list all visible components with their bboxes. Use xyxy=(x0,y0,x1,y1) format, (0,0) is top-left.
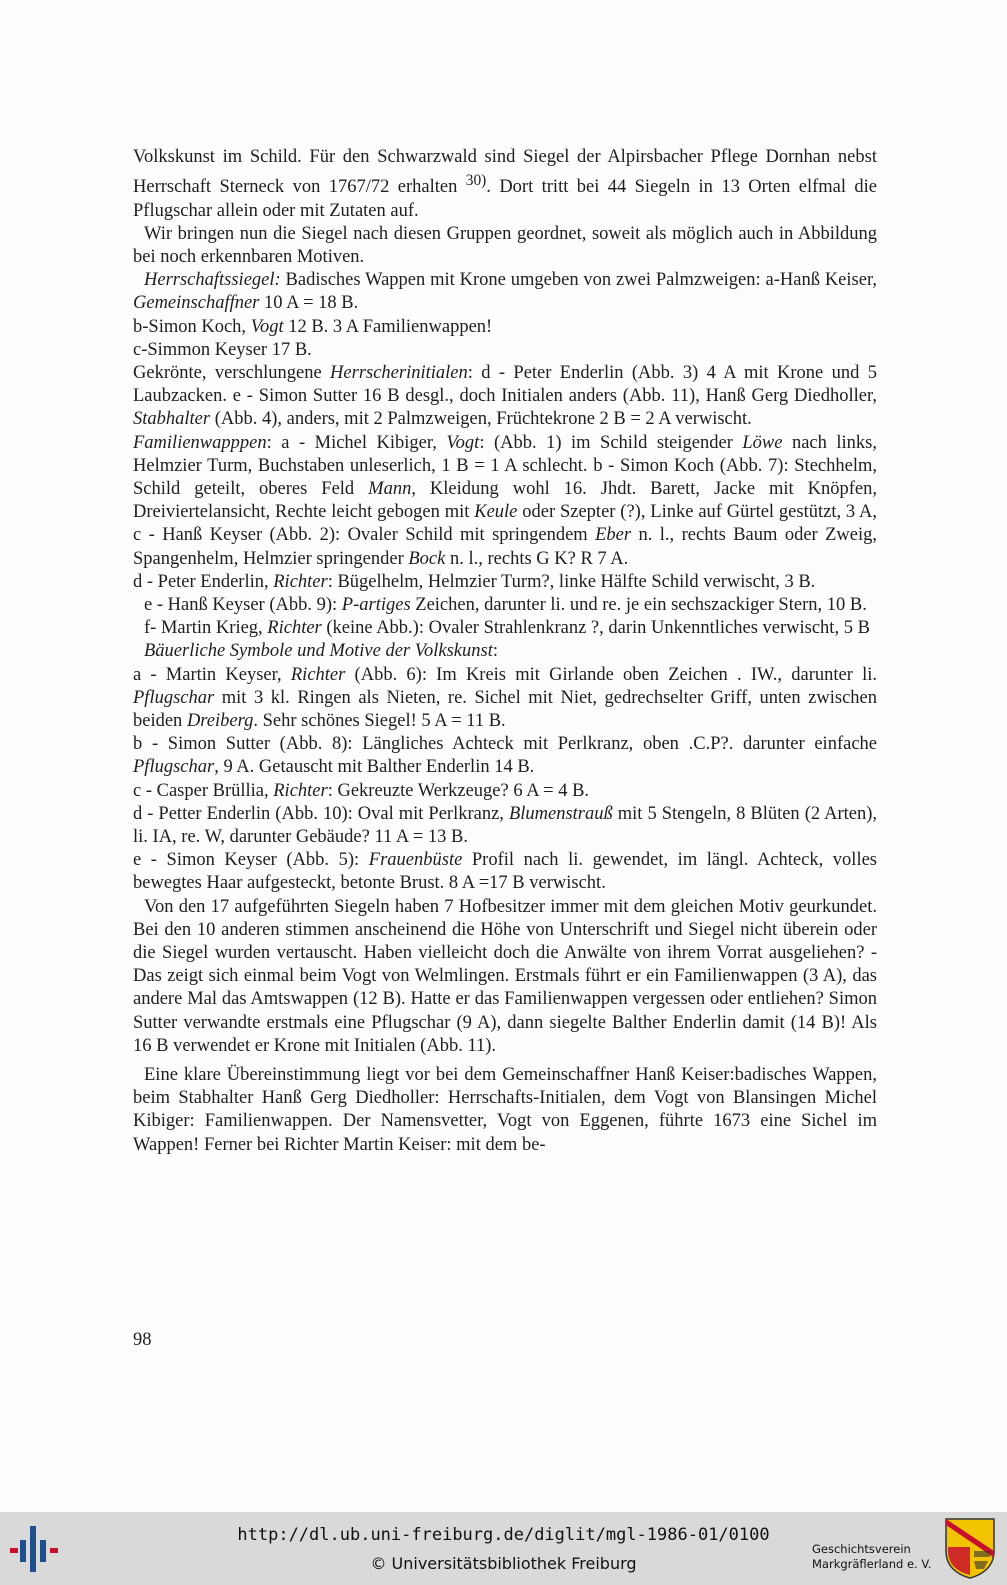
paragraph: Eine klare Übereinstimmung liegt vor bei dem Gemeinschaffner Hanß Keiser:badisches Wappen, beim Stabhalter Hanß Gerg Diedholler: Herrschafts-Initialen, dem Vogt von Blansingen Michel Kibiger: Familienwappen. Der Namensvetter, Vogt von Eggenen, führte 1673 eine Sichel im Wappen! Ferner bei Richter Martin Keiser: mit dem be- xyxy=(133,1065,877,1155)
paragraph: Familienwapppen: a - Michel Kibiger, Vogt: (Abb. 1) im Schild steigender Löwe nach links, Helmzier Turm, Buchstaben unleserlich, 1 B = 1 A schlecht. b - Simon Koch (Abb. 7): Stechhelm, Schild geteilt, oberes Feld Mann, Kleidung wohl 16. Jhdt. Barett, Jacke mit Knöpfen, Dreiviertelansicht, Rechte leicht gebogen mit Keule oder Szepter (?), Linke auf Gürtel gestützt, 3 A, c - Hanß Keyser (Abb. 2): Ovaler Schild mit springendem Eber n. l., rechts Baum oder Zweig, Spangenhelm, Helmzier springender Bock n. l., rechts G K? R 7 A. xyxy=(133,432,878,569)
paragraph: e - Hanß Keyser (Abb. 9): P-artiges Zeichen, darunter li. und re. je ein sechszackiger Stern, 10 B. xyxy=(144,595,867,616)
paragraph: b-Simon Koch, Vogt 12 B. 3 A Familienwappen! xyxy=(133,316,493,337)
paragraph: Von den 17 aufgeführten Siegeln haben 7 Hofbesitzer immer mit dem gleichen Motiv geurkundet. Bei den 10 anderen stimmen anscheinend die Höhe von Unterschrift und Siegel nicht überein oder die Siegel wurden vertauscht. Haben vielleicht doch die Anwälte von ihrem Vorrat ausgeliehen? - Das zeigt sich einmal beim Vogt von Welmlingen. Erstmals führt er ein Familienwappen (3 A), das andere Mal das Amtswappen (12 B). Hatte er das Familienwappen vergessen oder entliehen? Simon Sutter verwandte erstmals eine Pflugschar (9 A), dann siegelte Balther Enderlin damit (14 B)! Als 16 B verwendet er Krone mit Initialen (Abb. 11). xyxy=(133,896,877,1056)
paragraph: f- Martin Krieg, Richter (keine Abb.): Ovaler Strahlenkranz ?, darin Unkenntliches verwischt, 5 B xyxy=(144,618,870,639)
paragraph: Volkskunst im Schild. Für den Schwarzwald sind Siegel der Alpirsbacher Pflege Dornhan nebst Herrschaft Sterneck von 1767/72 erhalten $^{30)}$. Dort tritt bei 44 Siegeln in 13 Orten elfmal die Pflugschar allein oder mit Zutaten auf. xyxy=(133,147,877,221)
page-number: 98 xyxy=(133,1330,152,1350)
body-text xyxy=(133,146,877,1157)
society-line-2: Markgräflerland e. V. xyxy=(812,1557,932,1571)
society-line-1: Geschichtsverein xyxy=(812,1542,911,1556)
paragraph: d - Peter Enderlin, Richter: Bügelhelm, Helmzier Turm?, linke Hälfte Schild verwischt, 3 B. xyxy=(133,571,816,592)
paragraph: Gekrönte, verschlungene Herrscherinitialen: d - Peter Enderlin (Abb. 3) 4 A mit Krone und 5 Laubzacken. e - Simon Sutter 16 B desgl., doch Initialen anders (Abb. 11), Hanß Gerg Diedholler, Stabhalter (Abb. 4), anders, mit 2 Palmzweigen, Früchtekrone 2 B = 2 A verwischt. xyxy=(133,362,877,430)
footer-bar xyxy=(0,1512,1007,1585)
paragraph: Wir bringen nun die Siegel nach diesen Gruppen geordnet, soweit als möglich auch in Abbildung bei noch erkennbaren Motiven. xyxy=(133,223,877,267)
paragraph: c-Simmon Keyser 17 B. xyxy=(133,339,312,360)
markgraeflerland-crest-icon xyxy=(944,1517,996,1579)
paragraph: c - Casper Brüllia, Richter: Gekreuzte Werkzeuge? 6 A = 4 B. xyxy=(133,780,590,801)
paragraph: b - Simon Sutter (Abb. 8): Längliches Achteck mit Perlkranz, oben .C.P?. darunter einfache Pflugschar, 9 A. Getauscht mit Balther Enderlin 14 B. xyxy=(133,734,877,778)
footer-url-link[interactable]: http://dl.ub.uni-freiburg.de/diglit/mgl-1986-01/0100 xyxy=(237,1525,770,1545)
paragraph: a - Martin Keyser, Richter (Abb. 6): Im Kreis mit Girlande oben Zeichen . IW., darunter li. Pflugschar mit 3 kl. Ringen als Nieten, re. Sichel mit Niet, gedrechselter Griff, unten zwischen beiden Dreiberg. Sehr schönes Siegel! 5 A = 11 B. xyxy=(133,664,878,732)
paragraph: Herrschaftssiegel: Badisches Wappen mit Krone umgeben von zwei Palmzweigen: a-Hanß Keiser, Gemeinschaffner 10 A = 18 B. xyxy=(133,270,877,314)
paragraph: d - Petter Enderlin (Abb. 10): Oval mit Perlkranz, Blumenstrauß mit 5 Stengeln, 8 Blüten (2 Arten), li. IA, re. W, darunter Gebäude? 11 A = 13 B. xyxy=(133,803,877,848)
paragraph: Bäuerliche Symbole und Motive der Volkskunst: xyxy=(144,641,498,662)
paragraph: e - Simon Keyser (Abb. 5): Frauenbüste Profil nach li. gewendet, im längl. Achteck, volles bewegtes Haar aufgesteckt, betonte Brust. 8 A =17 B verwischt. xyxy=(133,850,877,894)
footer-copyright: © Universitätsbibliothek Freiburg xyxy=(370,1554,637,1573)
society-name xyxy=(812,1542,931,1572)
